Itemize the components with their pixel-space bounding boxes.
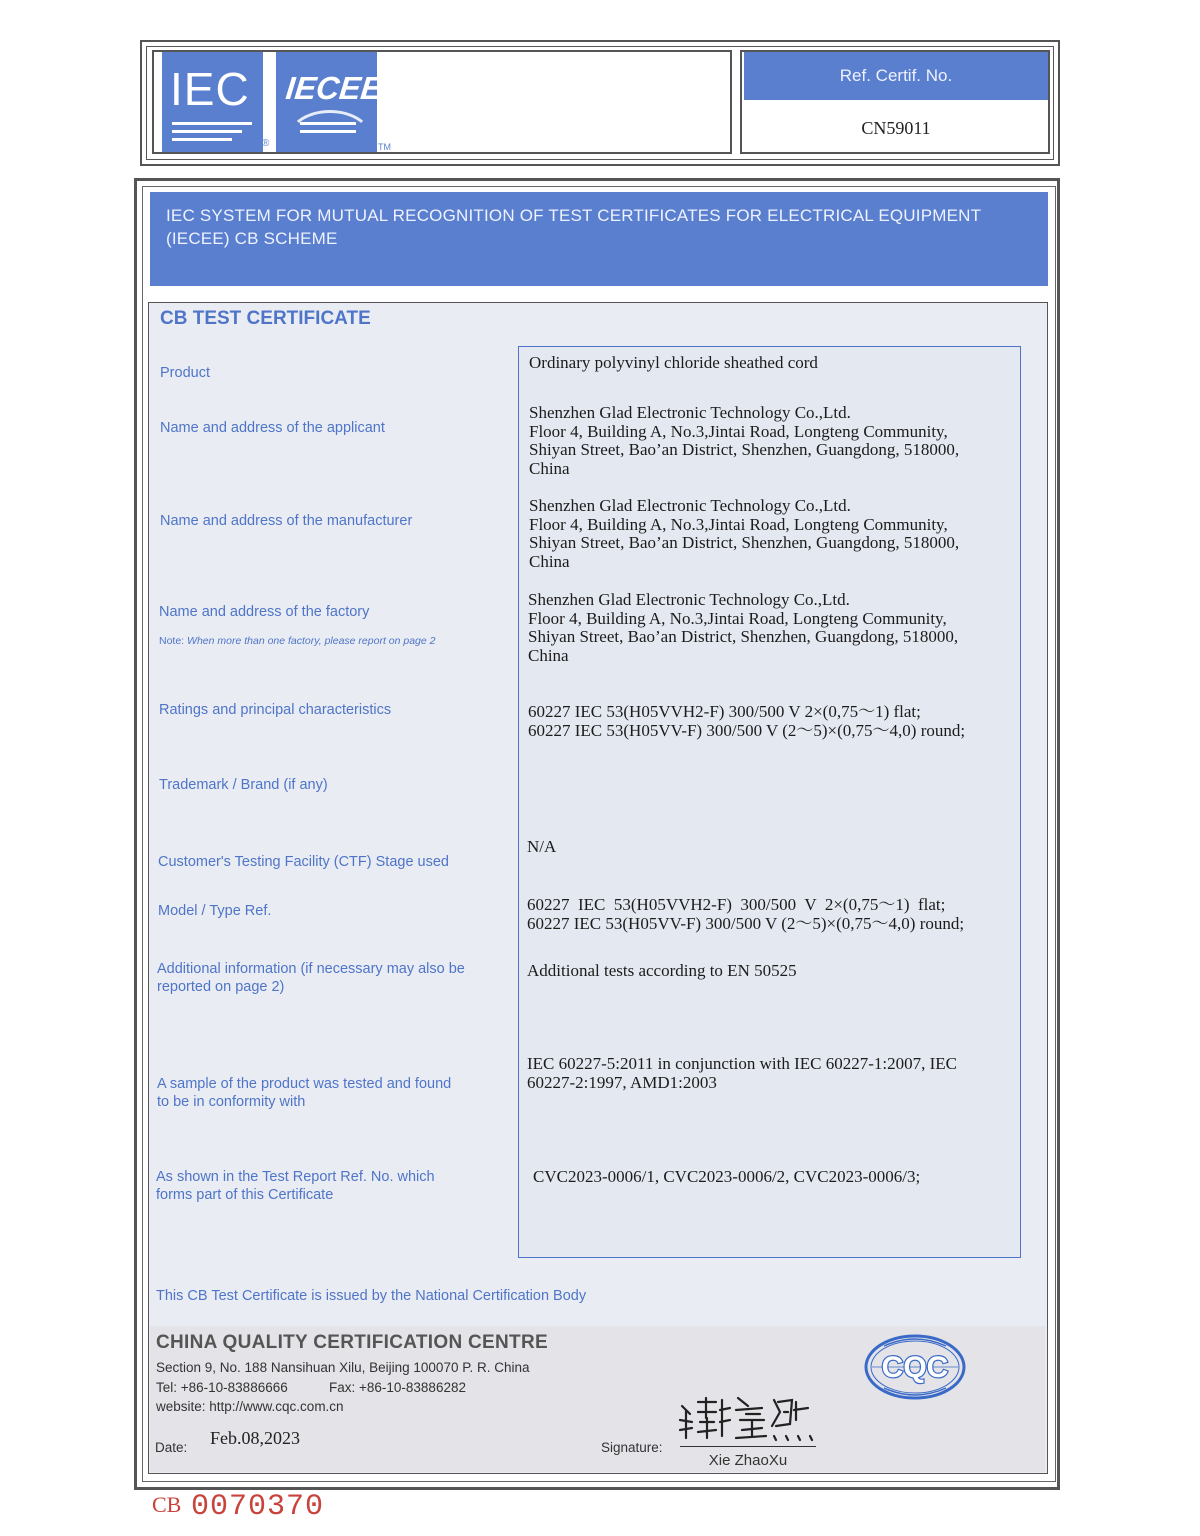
serial-number [152,1490,324,1524]
handwritten-signature [676,1392,822,1446]
iecee-logo-wave [300,130,356,133]
ratings-label: Ratings and principal characteristics [159,702,392,718]
cqc-logo [864,1334,966,1400]
additional-info-value: Additional tests according to EN 50525 [527,961,797,980]
cqc-logo-text: CQC [881,1351,949,1384]
model-label: Model / Type Ref. [158,903,272,919]
certificate-title: CB TEST CERTIFICATE [160,308,371,329]
signature-label: Signature: [601,1440,663,1455]
ctf-value: N/A [527,837,557,856]
iecee-logo-arc [286,110,374,173]
applicant-label: Name and address of the applicant [160,420,385,436]
additional-info-label: Additional information (if necessary may also be reported on page 2) [157,961,465,995]
ratings-value: 60227 IEC 53(H05VVH2-F) 300/500 V 2×(0,75～1) flat; 60227 IEC 53(H05VV-F) 300/500 V (2～5)×(0,75～4,0) round; [528,702,966,740]
iec-logo-text: IEC [170,63,250,115]
signature-name: Xie ZhaoXu [708,1452,788,1469]
model-value: 60227 IEC 53(H05VVH2-F) 300/500 V 2×(0,75～1) flat; 60227 IEC 53(H05VV-F) 300/500 V (2～5)×(0,75～4,0) round; [527,895,965,933]
trademark-mark-icon: TM [378,142,391,152]
factory-note-text: When more than one factory, please report on page 2 [187,635,436,647]
serial-prefix: CB [152,1492,182,1517]
date-value: Feb.08,2023 [210,1428,300,1448]
iec-logo-line [172,130,242,133]
iecee-logo-text: IECEE [284,70,384,106]
date-label: Date: [155,1440,188,1455]
organization-website[interactable]: website: http://www.cqc.com.cn [156,1399,344,1414]
manufacturer-label: Name and address of the manufacturer [160,513,413,529]
factory-note-prefix: Note: [159,635,185,647]
values-panel [518,346,1021,1258]
ref-certificate-label: Ref. Certif. No. [744,52,1048,100]
organization-name: CHINA QUALITY CERTIFICATION CENTRE [156,1332,548,1353]
ref-certificate-number: CN59011 [861,118,931,138]
registered-mark-icon: ® [262,138,270,149]
scheme-title-band [150,192,1048,286]
organization-fax: Fax: +86-10-83886282 [329,1380,466,1395]
ctf-label: Customer's Testing Facility (CTF) Stage used [158,854,449,870]
iec-logo [162,52,263,152]
iecee-logo [276,52,384,152]
manufacturer-value: Shenzhen Glad Electronic Technology Co.,Ltd. Floor 4, Building A, No.3,Jintai Road, Longteng Community, Shiyan Street, Bao’an District, Shenzhen, Guangdong, 518000, China [529,496,960,571]
product-value: Ordinary polyvinyl chloride sheathed cord [529,353,818,372]
trademark-label: Trademark / Brand (if any) [159,777,328,793]
conformity-label: A sample of the product was tested and found to be in conformity with [157,1076,452,1110]
iecee-logo-wave [300,122,356,125]
issued-by-text: This CB Test Certificate is issued by the National Certification Body [156,1288,587,1304]
factory-label: Name and address of the factory [159,604,370,620]
factory-value: Shenzhen Glad Electronic Technology Co.,Ltd. Floor 4, Building A, No.3,Jintai Road, Longteng Community, Shiyan Street, Bao’an District, Shenzhen, Guangdong, 518000, China [528,590,959,665]
serial-value: 0070370 [190,1490,324,1524]
test-report-value: CVC2023-0006/1, CVC2023-0006/2, CVC2023-0006/3; [533,1167,921,1186]
conformity-value: IEC 60227-5:2011 in conjunction with IEC 60227-1:2007, IEC 60227-2:1997, AMD1:2003 [527,1054,957,1092]
test-report-label: As shown in the Test Report Ref. No. which forms part of this Certificate [156,1169,435,1203]
applicant-value: Shenzhen Glad Electronic Technology Co.,Ltd. Floor 4, Building A, No.3,Jintai Road, Longteng Community, Shiyan Street, Bao’an District, Shenzhen, Guangdong, 518000, China [529,403,960,478]
iec-logo-line [172,122,252,125]
iec-logo-line [172,138,232,141]
scheme-title: IEC SYSTEM FOR MUTUAL RECOGNITION OF TEST CERTIFICATES FOR ELECTRICAL EQUIPMENT (IECEE) CB SCHEME [166,206,981,248]
factory-note [159,635,436,647]
product-label: Product [160,365,210,381]
organization-tel: Tel: +86-10-83886666 [156,1380,288,1395]
organization-address: Section 9, No. 188 Nansihuan Xilu, Beijing 100070 P. R. China [156,1360,530,1375]
signature-line [680,1446,816,1447]
